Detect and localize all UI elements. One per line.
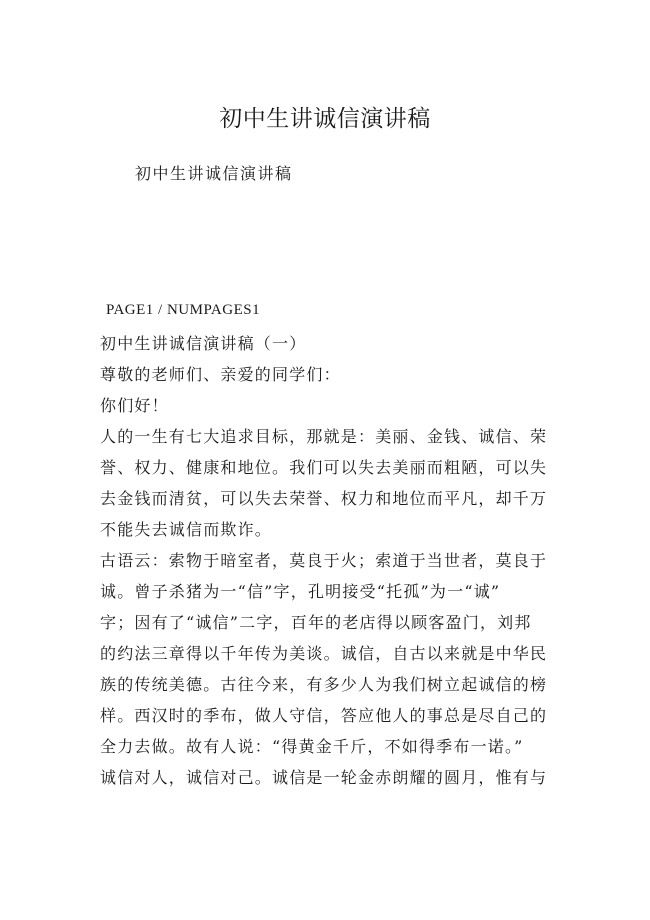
salutation: 尊敬的老师们、亲爱的同学们： — [100, 365, 341, 384]
document-subtitle: 初中生讲诚信演讲稿 — [135, 164, 293, 183]
paragraph-line: 的约法三章得以千年传为美谈。诚信，自古以来就是中华民 — [100, 644, 548, 663]
paragraph-line: 不能失去诚信而欺诈。 — [100, 520, 273, 539]
speech-heading: 初中生讲诚信演讲稿（一） — [100, 334, 307, 353]
paragraph-line: 诚信对人，诚信对己。诚信是一轮金赤朗耀的圆月，惟有与 — [100, 768, 548, 787]
paragraph-line: 样。西汉时的季布，做人守信，答应他人的事总是尽自己的 — [100, 706, 548, 725]
paragraph-line: 古语云：索物于暗室者，莫良于火；索道于当世者，莫良于 — [100, 551, 548, 570]
paragraph-line: 诚。曾子杀猪为一“信”字，孔明接受“托孤”为一“诚” — [100, 582, 501, 601]
page-number-field: PAGE1 / NUMPAGES1 — [106, 302, 261, 318]
paragraph-line: 去金钱而清贫，可以失去荣誉、权力和地位而平凡，却千万 — [100, 489, 548, 508]
paragraph-line: 全力去做。故有人说：“得黄金千斤，不如得季布一诺。” — [100, 737, 524, 756]
paragraph-line: 字；因有了“诚信”二字，百年的老店得以顾客盈门，刘邦 — [100, 613, 532, 632]
paragraph-line: 人的一生有七大追求目标，那就是：美丽、金钱、诚信、荣 — [100, 427, 548, 446]
greeting: 你们好！ — [100, 396, 169, 415]
body-text — [100, 328, 560, 793]
document-title: 初中生讲诚信演讲稿 — [219, 106, 431, 132]
paragraph-line: 誉、权力、健康和地位。我们可以失去美丽而粗陋，可以失 — [100, 458, 548, 477]
paragraph-line: 族的传统美德。古往今来，有多少人为我们树立起诚信的榜 — [100, 675, 548, 694]
